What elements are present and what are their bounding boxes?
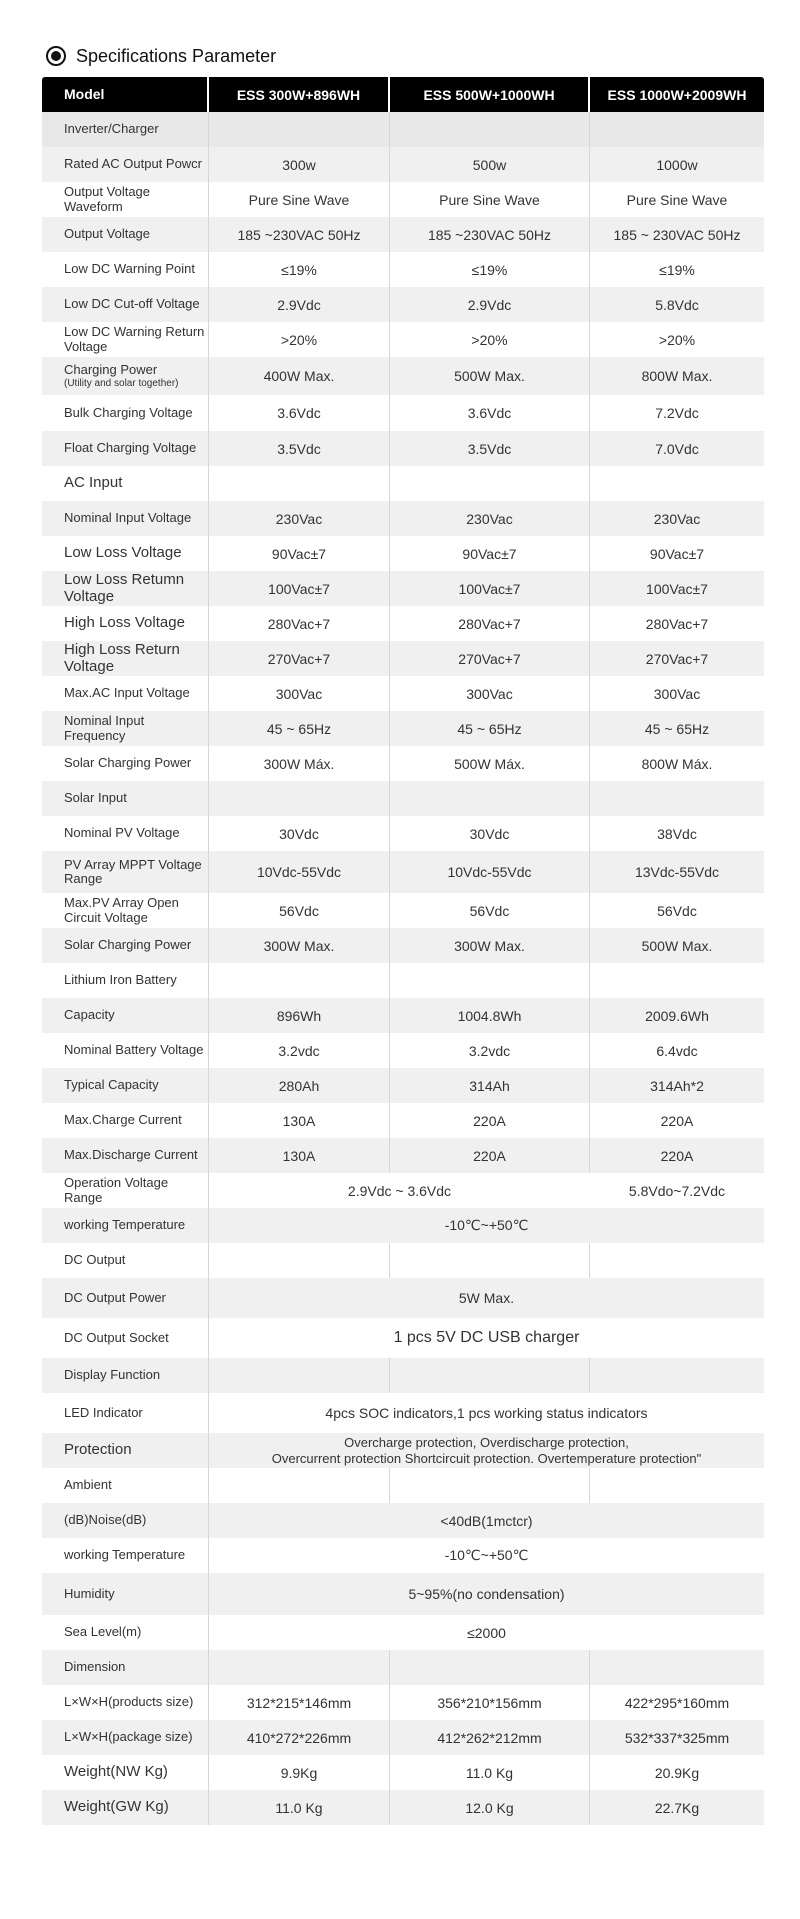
value-500w: 12.0 Kg bbox=[390, 1790, 590, 1825]
value-300w: 10Vdc-55Vdc bbox=[209, 851, 390, 893]
spec-heading bbox=[46, 42, 276, 70]
row-label: Typical Capacity bbox=[42, 1068, 209, 1103]
value-merged bbox=[209, 1433, 764, 1468]
value-merged: -10℃~+50℃ bbox=[444, 1547, 529, 1563]
value-500w: 1004.8Wh bbox=[390, 998, 590, 1033]
row-label: Max.PV Array Open Circuit Voltage bbox=[42, 893, 209, 928]
value-500w: 314Ah bbox=[390, 1068, 590, 1103]
value-500w: 30Vdc bbox=[390, 816, 590, 851]
value-500w: 2.9Vdc bbox=[390, 287, 590, 322]
value-300w: Pure Sine Wave bbox=[209, 182, 390, 217]
value-1000w: 220A bbox=[660, 1147, 694, 1164]
row-label: Solar Charging Power bbox=[42, 928, 209, 963]
empty-cell bbox=[390, 1468, 590, 1503]
value-300w: 400W Max. bbox=[209, 357, 390, 395]
table-row bbox=[42, 1318, 764, 1358]
page-title: Specifications Parameter bbox=[76, 45, 277, 66]
row-label: High Loss Voltage bbox=[42, 606, 209, 641]
table-row bbox=[42, 322, 764, 357]
table-body bbox=[42, 112, 764, 1825]
value-500w: Pure Sine Wave bbox=[390, 182, 590, 217]
table-row bbox=[42, 1790, 764, 1825]
value-300w: 130A bbox=[209, 1138, 390, 1173]
row-label: Capacity bbox=[42, 998, 209, 1033]
table-row bbox=[42, 1755, 764, 1790]
row-label: DC Output Power bbox=[42, 1278, 209, 1318]
table-row bbox=[42, 252, 764, 287]
value-300w: 300w bbox=[209, 147, 390, 182]
value-500w: 45 ~ 65Hz bbox=[390, 711, 590, 746]
value-1000w: 5.8Vdc bbox=[655, 296, 699, 313]
value-500w: 500w bbox=[390, 147, 590, 182]
table-row bbox=[42, 1278, 764, 1318]
table-row bbox=[42, 1138, 764, 1173]
empty-cell bbox=[209, 781, 390, 816]
value-merged: 5~95%(no condensation) bbox=[408, 1586, 565, 1602]
empty-cell bbox=[590, 1358, 764, 1393]
value-300w: 280Vac+7 bbox=[209, 606, 390, 641]
value-300w: 2.9Vdc bbox=[209, 287, 390, 322]
header-col-300w: ESS 300W+896WH bbox=[209, 77, 390, 112]
row-label: L×W×H(products size) bbox=[42, 1685, 209, 1720]
table-row bbox=[42, 1433, 764, 1468]
value-merged: -10℃~+50℃ bbox=[444, 1217, 529, 1233]
row-label: Lithium Iron Battery bbox=[42, 963, 209, 998]
empty-cell bbox=[390, 1358, 590, 1393]
table-row bbox=[42, 676, 764, 711]
row-label bbox=[42, 357, 209, 395]
table-row bbox=[42, 1573, 764, 1615]
value-300w: 30Vdc bbox=[209, 816, 390, 851]
value-1000w: 230Vac bbox=[653, 510, 701, 527]
value-300w: 90Vac±7 bbox=[209, 536, 390, 571]
empty-cell bbox=[209, 1468, 390, 1503]
row-label: Sea Level(m) bbox=[42, 1615, 209, 1650]
table-row bbox=[42, 746, 764, 781]
table-row bbox=[42, 1173, 764, 1208]
empty-cell bbox=[390, 963, 590, 998]
row-label: Output Voltage bbox=[42, 217, 209, 252]
value-1000w: 422*295*160mm bbox=[624, 1694, 730, 1711]
table-row bbox=[42, 998, 764, 1033]
table-row bbox=[42, 501, 764, 536]
section-row bbox=[42, 1243, 764, 1278]
value-300w: ≤19% bbox=[209, 252, 390, 287]
row-label: Float Charging Voltage bbox=[42, 431, 209, 466]
table-row bbox=[42, 357, 764, 395]
value-300w: 185 ~230VAC 50Hz bbox=[209, 217, 390, 252]
table-row bbox=[42, 1393, 764, 1433]
value-300w: 300W Máx. bbox=[209, 746, 390, 781]
table-row bbox=[42, 1538, 764, 1573]
value-300w: 312*215*146mm bbox=[209, 1685, 390, 1720]
value-300w: 45 ~ 65Hz bbox=[209, 711, 390, 746]
row-label: Rated AC Output Powcr bbox=[42, 147, 209, 182]
section-row bbox=[42, 963, 764, 998]
value-300w: 896Wh bbox=[209, 998, 390, 1033]
value-500w: 3.5Vdc bbox=[390, 431, 590, 466]
value-300w: 3.5Vdc bbox=[209, 431, 390, 466]
table-header bbox=[42, 77, 764, 112]
value-1000w: 6.4vdc bbox=[656, 1042, 698, 1059]
value-300w: 280Ah bbox=[209, 1068, 390, 1103]
section-row bbox=[42, 112, 764, 147]
value-300w: 130A bbox=[209, 1103, 390, 1138]
table-row bbox=[42, 182, 764, 217]
empty-cell bbox=[590, 1243, 764, 1278]
value-300w: 11.0 Kg bbox=[209, 1790, 390, 1825]
table-row bbox=[42, 571, 764, 606]
empty-cell bbox=[390, 781, 590, 816]
table-row bbox=[42, 851, 764, 893]
value-merged: <40dB(1mctcr) bbox=[440, 1512, 533, 1529]
value-1000w: 7.2Vdc bbox=[655, 405, 699, 421]
row-label: Display Function bbox=[42, 1358, 209, 1393]
value-merged: 5W Max. bbox=[458, 1290, 515, 1306]
value-line: Overcharge protection, Overdischarge protection, bbox=[344, 1434, 629, 1450]
value-500w: 10Vdc-55Vdc bbox=[390, 851, 590, 893]
value-300w: 56Vdc bbox=[209, 893, 390, 928]
value-1000w: 220A bbox=[660, 1112, 694, 1129]
table-row bbox=[42, 893, 764, 928]
value-500w: 412*262*212mm bbox=[390, 1720, 590, 1755]
row-label: Max.AC Input Voltage bbox=[42, 676, 209, 711]
value-1000w: 280Vac+7 bbox=[645, 615, 709, 632]
value-500w: 3.2vdc bbox=[390, 1033, 590, 1068]
row-label: Humidity bbox=[42, 1573, 209, 1615]
value-500w: 230Vac bbox=[390, 501, 590, 536]
row-label: Nominal Input Voltage bbox=[42, 501, 209, 536]
table-row bbox=[42, 1615, 764, 1650]
value-1000w: ≤19% bbox=[659, 261, 695, 278]
value-300w: >20% bbox=[209, 322, 390, 357]
value-500w: 185 ~230VAC 50Hz bbox=[390, 217, 590, 252]
table-row bbox=[42, 1720, 764, 1755]
table-row bbox=[42, 536, 764, 571]
value-1000w: 314Ah*2 bbox=[650, 1077, 704, 1094]
empty-cell bbox=[209, 1358, 390, 1393]
row-label: Weight(NW Kg) bbox=[42, 1755, 209, 1790]
row-sublabel: (Utility and solar together) bbox=[64, 377, 179, 389]
value-500w: 280Vac+7 bbox=[390, 606, 590, 641]
row-label: Solar Input bbox=[42, 781, 209, 816]
value-1000w: 100Vac±7 bbox=[646, 580, 708, 597]
value-500w: 500W Max. bbox=[390, 357, 590, 395]
empty-cell bbox=[590, 781, 764, 816]
value-1000w: 270Vac+7 bbox=[645, 650, 709, 667]
table-row bbox=[42, 287, 764, 322]
value-300w: 300Vac bbox=[209, 676, 390, 711]
row-label: Ambient bbox=[42, 1468, 209, 1503]
value-1000w: 185 ~ 230VAC 50Hz bbox=[613, 226, 741, 243]
row-label: Output Voltage Waveform bbox=[42, 182, 209, 217]
row-label: LED Indicator bbox=[42, 1393, 209, 1433]
value-500w: 500W Máx. bbox=[390, 746, 590, 781]
row-label: Dimension bbox=[42, 1650, 209, 1685]
row-label: Weight(GW Kg) bbox=[42, 1790, 209, 1825]
value-1000w: 5.8Vdo~7.2Vdc bbox=[628, 1182, 726, 1199]
table-row bbox=[42, 1208, 764, 1243]
value-merged: 1 pcs 5V DC USB charger bbox=[393, 1329, 580, 1346]
section-row bbox=[42, 466, 764, 501]
row-label: working Temperature bbox=[42, 1538, 209, 1573]
empty-cell bbox=[590, 112, 764, 147]
row-label: (dB)Noise(dB) bbox=[42, 1503, 209, 1538]
empty-cell bbox=[209, 1243, 390, 1278]
empty-cell bbox=[590, 1468, 764, 1503]
row-label: Low DC Warning Return Voltage bbox=[42, 322, 209, 357]
value-500w: 90Vac±7 bbox=[390, 536, 590, 571]
value-line: Overcurrent protection Shortcircuit protection. Overtemperature protection" bbox=[271, 1450, 702, 1466]
header-col-1000w: ESS 1000W+2009WH bbox=[607, 86, 747, 103]
spec-table bbox=[42, 77, 764, 1825]
row-label: Bulk Charging Voltage bbox=[42, 395, 209, 431]
row-label: Low DC Cut-off Voltage bbox=[42, 287, 209, 322]
row-label: Inverter/Charger bbox=[42, 112, 209, 147]
value-500w: 11.0 Kg bbox=[390, 1755, 590, 1790]
value-1000w: 22.7Kg bbox=[654, 1799, 700, 1816]
section-row bbox=[42, 1358, 764, 1393]
header-model: Model bbox=[42, 77, 209, 112]
value-1000w: 45 ~ 65Hz bbox=[644, 720, 710, 737]
value-500w: 356*210*156mm bbox=[390, 1685, 590, 1720]
value-1000w: 800W Máx. bbox=[641, 755, 713, 772]
empty-cell bbox=[209, 466, 390, 501]
empty-cell bbox=[590, 466, 764, 501]
row-label: Nominal Battery Voltage bbox=[42, 1033, 209, 1068]
row-label: High Loss Return Voltage bbox=[42, 641, 209, 676]
row-label: Solar Charging Power bbox=[42, 746, 209, 781]
value-1000w: 800W Max. bbox=[641, 368, 713, 384]
row-label: Low DC Warning Point bbox=[42, 252, 209, 287]
section-row bbox=[42, 1468, 764, 1503]
row-label: DC Output bbox=[42, 1243, 209, 1278]
value-1000w: 20.9Kg bbox=[654, 1764, 700, 1781]
empty-cell bbox=[209, 1650, 390, 1685]
table-row bbox=[42, 217, 764, 252]
value-500w: 300Vac bbox=[390, 676, 590, 711]
row-label: Protection bbox=[42, 1433, 209, 1468]
value-1000w: 13Vdc-55Vdc bbox=[634, 864, 720, 880]
value-300w: 410*272*226mm bbox=[209, 1720, 390, 1755]
value-1000w: 7.0Vdc bbox=[655, 440, 699, 457]
row-label: PV Array MPPT Voltage Range bbox=[42, 851, 209, 893]
value-500w: 56Vdc bbox=[390, 893, 590, 928]
table-row bbox=[42, 1503, 764, 1538]
value-1000w: Pure Sine Wave bbox=[626, 191, 728, 208]
value-500w: 220A bbox=[390, 1138, 590, 1173]
table-row bbox=[42, 1685, 764, 1720]
empty-cell bbox=[390, 112, 590, 147]
table-row bbox=[42, 816, 764, 851]
table-row bbox=[42, 1068, 764, 1103]
row-label-text: Charging Power bbox=[64, 362, 158, 378]
value-500w: 300W Max. bbox=[390, 928, 590, 963]
value-300w: 3.6Vdc bbox=[209, 395, 390, 431]
table-row bbox=[42, 928, 764, 963]
value-1000w: >20% bbox=[658, 331, 696, 348]
empty-cell bbox=[209, 963, 390, 998]
row-label: Nominal Input Frequency bbox=[42, 711, 209, 746]
value-1000w: 1000w bbox=[656, 156, 698, 173]
empty-cell bbox=[390, 1650, 590, 1685]
empty-cell bbox=[390, 466, 590, 501]
row-label: AC Input bbox=[42, 466, 209, 501]
value-500w: 270Vac+7 bbox=[390, 641, 590, 676]
row-label: L×W×H(package size) bbox=[42, 1720, 209, 1755]
table-row bbox=[42, 147, 764, 182]
row-label: Nominal PV Voltage bbox=[42, 816, 209, 851]
value-300w: 100Vac±7 bbox=[209, 571, 390, 606]
value-300w: 270Vac+7 bbox=[209, 641, 390, 676]
table-row bbox=[42, 431, 764, 466]
value-500w: ≤19% bbox=[390, 252, 590, 287]
empty-cell bbox=[590, 963, 764, 998]
table-row bbox=[42, 1103, 764, 1138]
value-merged: 2.9Vdc ~ 3.6Vdc bbox=[347, 1182, 452, 1199]
table-row bbox=[42, 1033, 764, 1068]
row-label: working Temperature bbox=[42, 1208, 209, 1243]
row-label: Max.Discharge Current bbox=[42, 1138, 209, 1173]
value-1000w: 532*337*325mm bbox=[624, 1729, 730, 1746]
value-merged: 4pcs SOC indicators,1 pcs working status indicators bbox=[325, 1405, 648, 1421]
table-row bbox=[42, 395, 764, 431]
empty-cell bbox=[390, 1243, 590, 1278]
value-1000w: 2009.6Wh bbox=[645, 1007, 709, 1024]
value-1000w: 38Vdc bbox=[657, 825, 697, 842]
row-label: Low Loss Retumn Voltage bbox=[42, 571, 209, 606]
value-300w: 300W Max. bbox=[209, 928, 390, 963]
value-500w: 3.6Vdc bbox=[390, 395, 590, 431]
value-1000w: 500W Max. bbox=[641, 937, 713, 954]
row-label: Operation Voltage Range bbox=[42, 1173, 209, 1208]
value-300w: 230Vac bbox=[209, 501, 390, 536]
value-1000w: 56Vdc bbox=[657, 902, 697, 919]
value-500w: 220A bbox=[390, 1103, 590, 1138]
table-row bbox=[42, 641, 764, 676]
header-col-500w: ESS 500W+1000WH bbox=[390, 77, 590, 112]
row-label: Max.Charge Current bbox=[42, 1103, 209, 1138]
row-label: Low Loss Voltage bbox=[42, 536, 209, 571]
value-300w: 9.9Kg bbox=[209, 1755, 390, 1790]
row-label: DC Output Socket bbox=[42, 1318, 209, 1358]
empty-cell bbox=[590, 1650, 764, 1685]
section-row bbox=[42, 781, 764, 816]
radio-bullet-icon bbox=[46, 46, 66, 66]
value-1000w: 90Vac±7 bbox=[649, 545, 705, 562]
value-500w: 100Vac±7 bbox=[390, 571, 590, 606]
table-row bbox=[42, 606, 764, 641]
section-row bbox=[42, 1650, 764, 1685]
value-merged: ≤2000 bbox=[467, 1624, 506, 1641]
value-500w: >20% bbox=[390, 322, 590, 357]
empty-cell bbox=[209, 112, 390, 147]
value-300w: 3.2vdc bbox=[209, 1033, 390, 1068]
table-row bbox=[42, 711, 764, 746]
value-1000w: 300Vac bbox=[653, 685, 701, 702]
